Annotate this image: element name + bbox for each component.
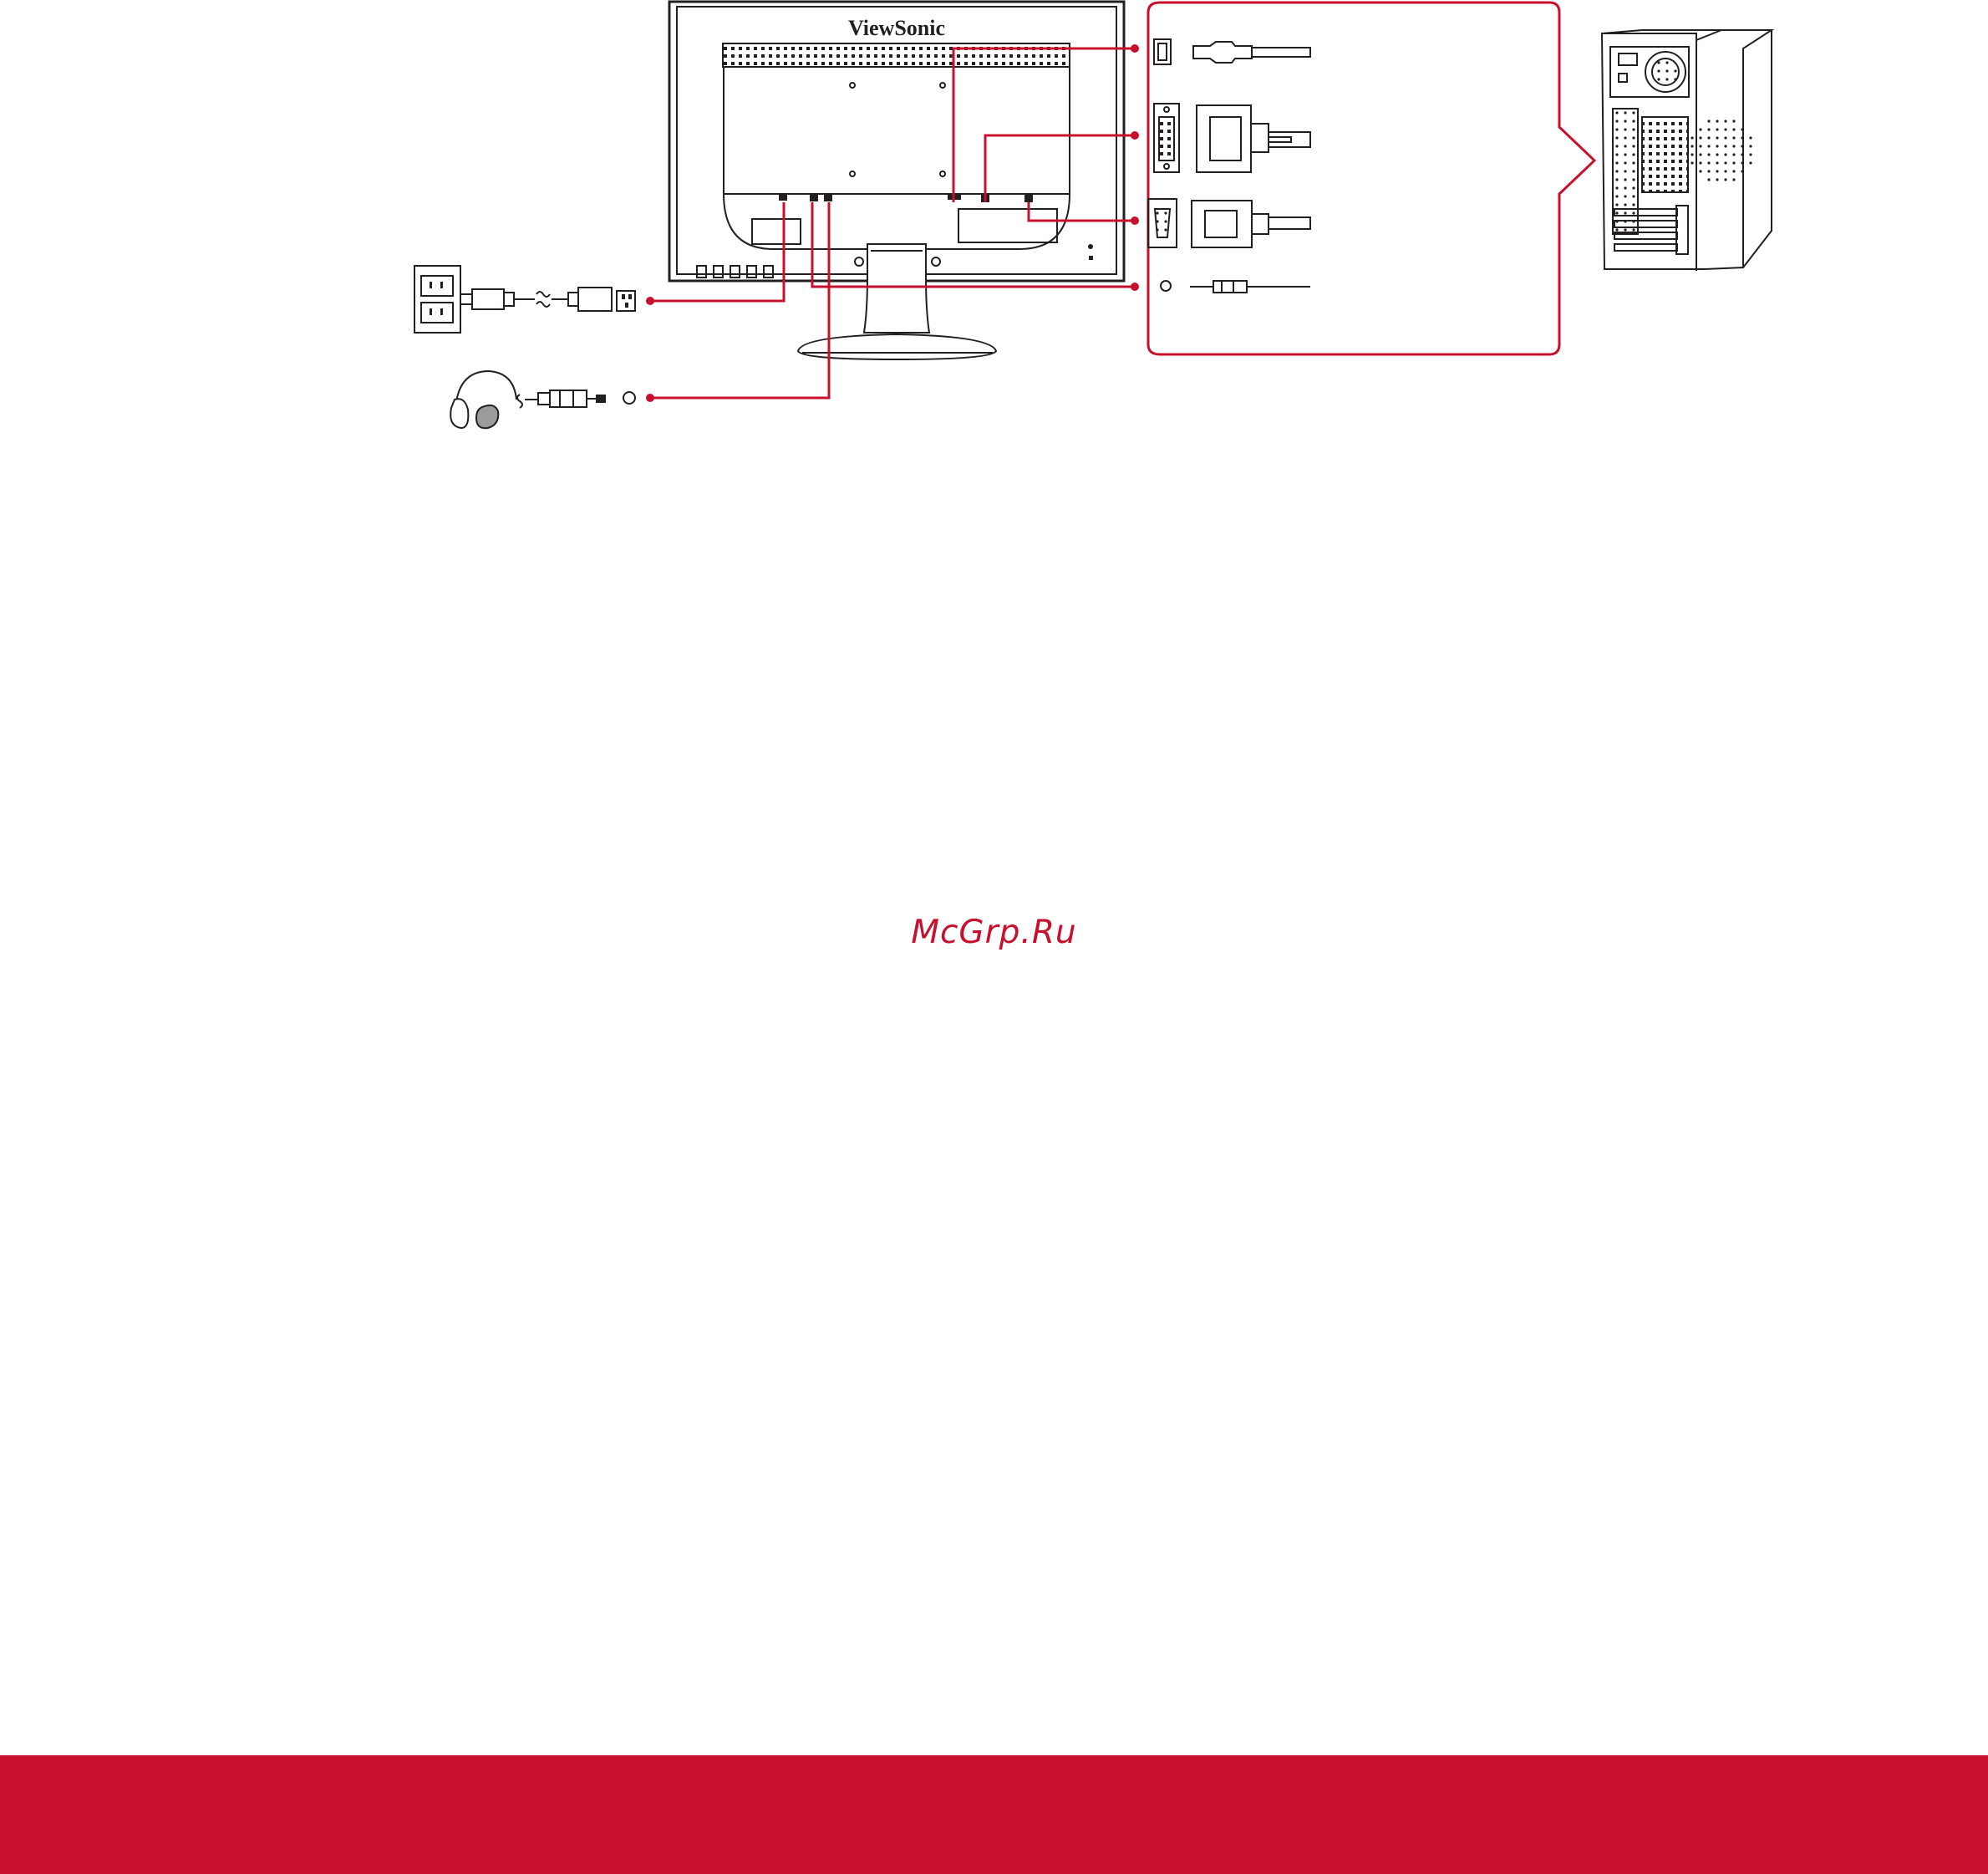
audio-in-port-icon: [1161, 281, 1310, 293]
power-cable-icon: [460, 288, 635, 311]
watermark-text: McGrp.Ru: [911, 914, 1077, 951]
monitor-rear-icon: [669, 2, 1124, 359]
hdmi-port-icon: [1154, 39, 1310, 64]
computer-tower-icon: [1602, 30, 1772, 271]
dvi-port-icon: [1154, 104, 1310, 172]
connection-diagram: [0, 0, 1988, 468]
footer-band: [0, 1755, 1988, 1874]
headphones-icon: [450, 371, 635, 428]
wall-outlet-icon: [414, 266, 460, 333]
vga-port-icon: [1148, 199, 1310, 247]
monitor-brand-label: ViewSonic: [847, 16, 946, 40]
